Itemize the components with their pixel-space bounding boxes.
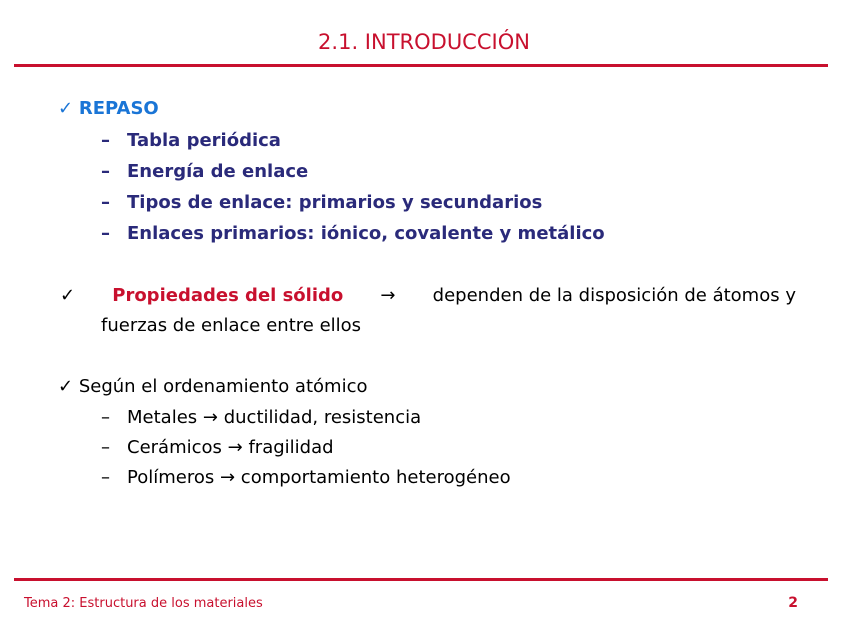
propiedades-rest: dependen de la disposición de átomos y	[432, 285, 796, 306]
dash-icon: –	[101, 407, 110, 428]
slide-title: 2.1. INTRODUCCIÓN	[318, 30, 530, 54]
check-icon: ✓	[58, 98, 74, 119]
arrow-icon: →	[227, 437, 243, 458]
dash-icon: –	[101, 192, 110, 213]
footer-divider	[14, 578, 828, 581]
ordenamiento-heading-line	[58, 375, 367, 399]
footer-title: Tema 2: Estructura de los materiales	[24, 596, 263, 611]
propiedades-line-2: fuerzas de enlace entre ellos	[101, 315, 362, 336]
repaso-item-2: Energía de enlace	[127, 161, 309, 182]
check-icon: ✓	[58, 376, 74, 397]
dash-icon: –	[101, 130, 110, 151]
material-desc: comportamiento heterogéneo	[240, 467, 511, 488]
material-name: Cerámicos	[127, 437, 222, 458]
material-name: Metales	[127, 407, 198, 428]
page-number: 2	[788, 595, 798, 611]
dash-icon: –	[101, 467, 110, 488]
list-item	[101, 129, 281, 153]
material-desc: ductilidad, resistencia	[223, 407, 422, 428]
dash-icon: –	[101, 223, 110, 244]
list-item	[101, 160, 308, 184]
repaso-heading-line	[58, 97, 159, 121]
arrow-icon: →	[219, 467, 236, 488]
dash-icon: –	[101, 161, 110, 182]
dash-icon: –	[101, 437, 110, 458]
list-item	[101, 466, 511, 490]
propiedades-bold: Propiedades del sólido	[112, 285, 344, 306]
propiedades-line-1	[60, 284, 796, 308]
repaso-item-1: Tabla periódica	[127, 130, 281, 151]
ordenamiento-heading: Según el ordenamiento atómico	[78, 376, 368, 397]
list-item	[101, 191, 542, 215]
arrow-icon: →	[380, 285, 396, 306]
list-item	[101, 436, 334, 460]
material-name: Polímeros	[127, 467, 215, 488]
list-item	[101, 406, 421, 430]
arrow-icon: →	[202, 407, 218, 428]
list-item	[101, 222, 605, 246]
material-desc: fragilidad	[248, 437, 334, 458]
repaso-item-4: Enlaces primarios: iónico, covalente y metálico	[127, 223, 605, 244]
repaso-heading: REPASO	[78, 98, 159, 119]
check-icon: ✓	[60, 285, 76, 306]
repaso-item-3: Tipos de enlace: primarios y secundarios	[127, 192, 543, 213]
